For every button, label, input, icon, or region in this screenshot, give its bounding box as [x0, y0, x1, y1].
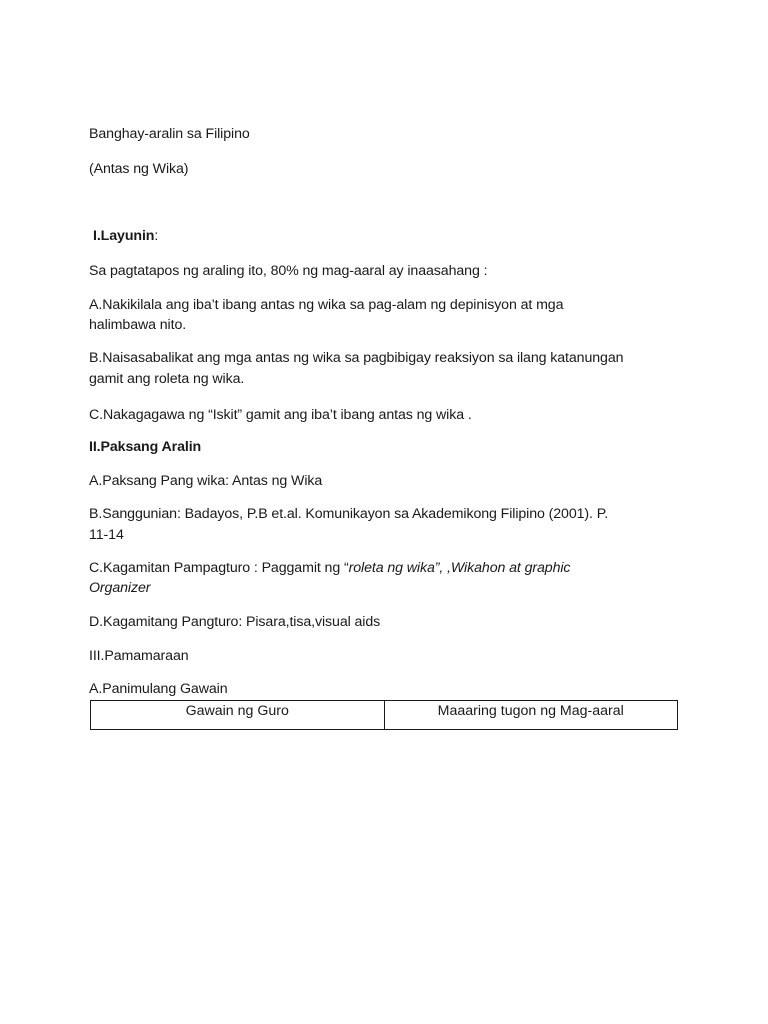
table-header-student: Maaaring tugon ng Mag-aaral	[384, 701, 678, 730]
reference-line-2: 11-14	[89, 527, 124, 543]
materials-d: D.Kagamitang Pangturo: Pisara,tisa,visual aids	[89, 614, 381, 630]
materials-c-line-2: Organizer	[89, 580, 151, 596]
objective-b-line-1: B.Naisasabalikat ang mga antas ng wika sa pagbibigay reaksiyon sa ilang katanungan	[89, 350, 624, 366]
reference-line-1: B.Sanggunian: Badayos, P.B et.al. Komunikayon sa Akademikong Filipino (2001). P.	[89, 506, 609, 522]
section-1-heading-colon: :	[154, 228, 159, 244]
materials-c-line-1	[89, 558, 570, 579]
section-1-heading-text: I.Layunin	[93, 228, 155, 244]
section-2-heading: II.Paksang Aralin	[89, 439, 202, 455]
materials-c-prefix: C.Kagamitan Pampagturo : Paggamit ng “	[89, 560, 349, 576]
procedure-a: A.Panimulang Gawain	[89, 681, 228, 697]
objectives-intro: Sa pagtatapos ng araling ito, 80% ng mag-aaral ay inaasahang :	[89, 263, 488, 279]
objective-c-line-1: C.Nakagagawa ng “Iskit” gamit ang iba’t ibang antas ng wika .	[89, 407, 472, 423]
section-3-heading: III.Pamamaraan	[89, 648, 189, 664]
objective-a-line-2: halimbawa nito.	[89, 317, 187, 333]
objective-a-line-1: A.Nakikilala ang iba’t ibang antas ng wika sa pag-alam ng depinisyon at mga	[89, 297, 564, 313]
materials-c-italic: roleta ng wika”, ,Wikahon at graphic	[348, 560, 571, 576]
table-header-row	[91, 701, 678, 730]
table-header-teacher: Gawain ng Guro	[91, 701, 385, 730]
document-title: Banghay-aralin sa Filipino	[89, 126, 250, 142]
objective-b-line-2: gamit ang roleta ng wika.	[89, 371, 245, 387]
topic-a: A.Paksang Pang wika: Antas ng Wika	[89, 473, 323, 489]
activity-table	[90, 700, 678, 730]
document-subtitle: (Antas ng Wika)	[89, 161, 189, 177]
section-1-heading	[93, 226, 158, 247]
